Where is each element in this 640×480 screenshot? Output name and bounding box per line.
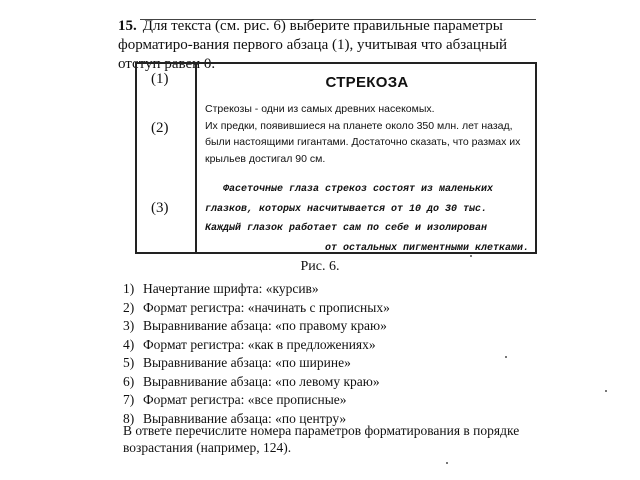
option-number: 8) xyxy=(123,410,135,426)
option-text: Формат регистра: «все прописные» xyxy=(143,392,347,407)
option-item xyxy=(123,373,390,392)
scan-speck xyxy=(605,390,607,392)
paragraph-3-line: глазков, которых насчитывается от 10 до 30 тыс. xyxy=(205,203,488,215)
paragraph-label-3: (3) xyxy=(151,200,169,216)
paragraph-3 xyxy=(205,180,529,258)
figure-frame xyxy=(135,62,537,254)
task-prompt: Для текста (см. рис. 6) выберите правильные параметры форматиро-вания первого абзаца (1), учитывая что абзацный отступ равен 0. xyxy=(118,18,508,72)
paragraph-label-2: (2) xyxy=(151,120,169,136)
option-item xyxy=(123,354,390,373)
option-number: 4) xyxy=(123,336,135,352)
paragraph-3-line: от остальных пигментными клетками. xyxy=(324,242,529,254)
option-number: 6) xyxy=(123,373,135,389)
paragraph-label-1: (1) xyxy=(151,71,169,87)
paragraph-2-line: Их предки, появившиеся на планете около 350 млн. лет назад, xyxy=(205,119,513,132)
option-item xyxy=(123,280,390,299)
figure-text-area xyxy=(203,64,531,252)
option-text: Выравнивание абзаца: «по центру» xyxy=(143,410,347,426)
answer-instructions: В ответе перечислите номера параметров форматирования в порядке возрастания (например, 124). xyxy=(123,423,520,455)
paragraph-2-line: Стрекозы - одни из самых древних насекомых. xyxy=(205,103,435,115)
paragraph-3-line: Фасеточные глаза стрекоз состоят из маленьких xyxy=(223,184,494,195)
option-text: Формат регистра: «начинать с прописных» xyxy=(143,299,390,315)
option-number: 1) xyxy=(123,281,135,296)
option-number: 5) xyxy=(123,355,135,370)
option-text: Выравнивание абзаца: «по левому краю» xyxy=(143,373,380,389)
option-number: 2) xyxy=(123,299,135,315)
task-number: 15. xyxy=(118,18,137,34)
options-list xyxy=(123,280,390,428)
document-title: СТРЕКОЗА xyxy=(325,74,409,91)
option-text: Выравнивание абзаца: «по правому краю» xyxy=(143,318,387,333)
option-item xyxy=(123,317,390,336)
scan-speck xyxy=(446,462,448,464)
option-item xyxy=(123,391,390,410)
option-number: 3) xyxy=(123,318,135,333)
option-item xyxy=(123,299,390,318)
option-text: Формат регистра: «как в предложениях» xyxy=(143,336,376,352)
scan-speck xyxy=(470,255,472,257)
paragraph-3-line: Каждый глазок работает сам по себе и изолирован xyxy=(205,223,488,234)
paragraph-2-line: крыльев достигал 90 см. xyxy=(205,152,326,165)
paragraph-2-line: были настоящими гигантами. Достаточно сказать, что размах их xyxy=(205,136,521,148)
paragraph-2 xyxy=(205,101,531,167)
figure-caption: Рис. 6. xyxy=(300,259,340,274)
option-text: Выравнивание абзаца: «по ширине» xyxy=(143,355,351,370)
option-number: 7) xyxy=(123,392,135,407)
option-item xyxy=(123,336,390,355)
paragraph-label-column xyxy=(137,64,197,252)
scan-speck xyxy=(505,356,507,358)
option-text: Начертание шрифта: «курсив» xyxy=(143,281,319,296)
